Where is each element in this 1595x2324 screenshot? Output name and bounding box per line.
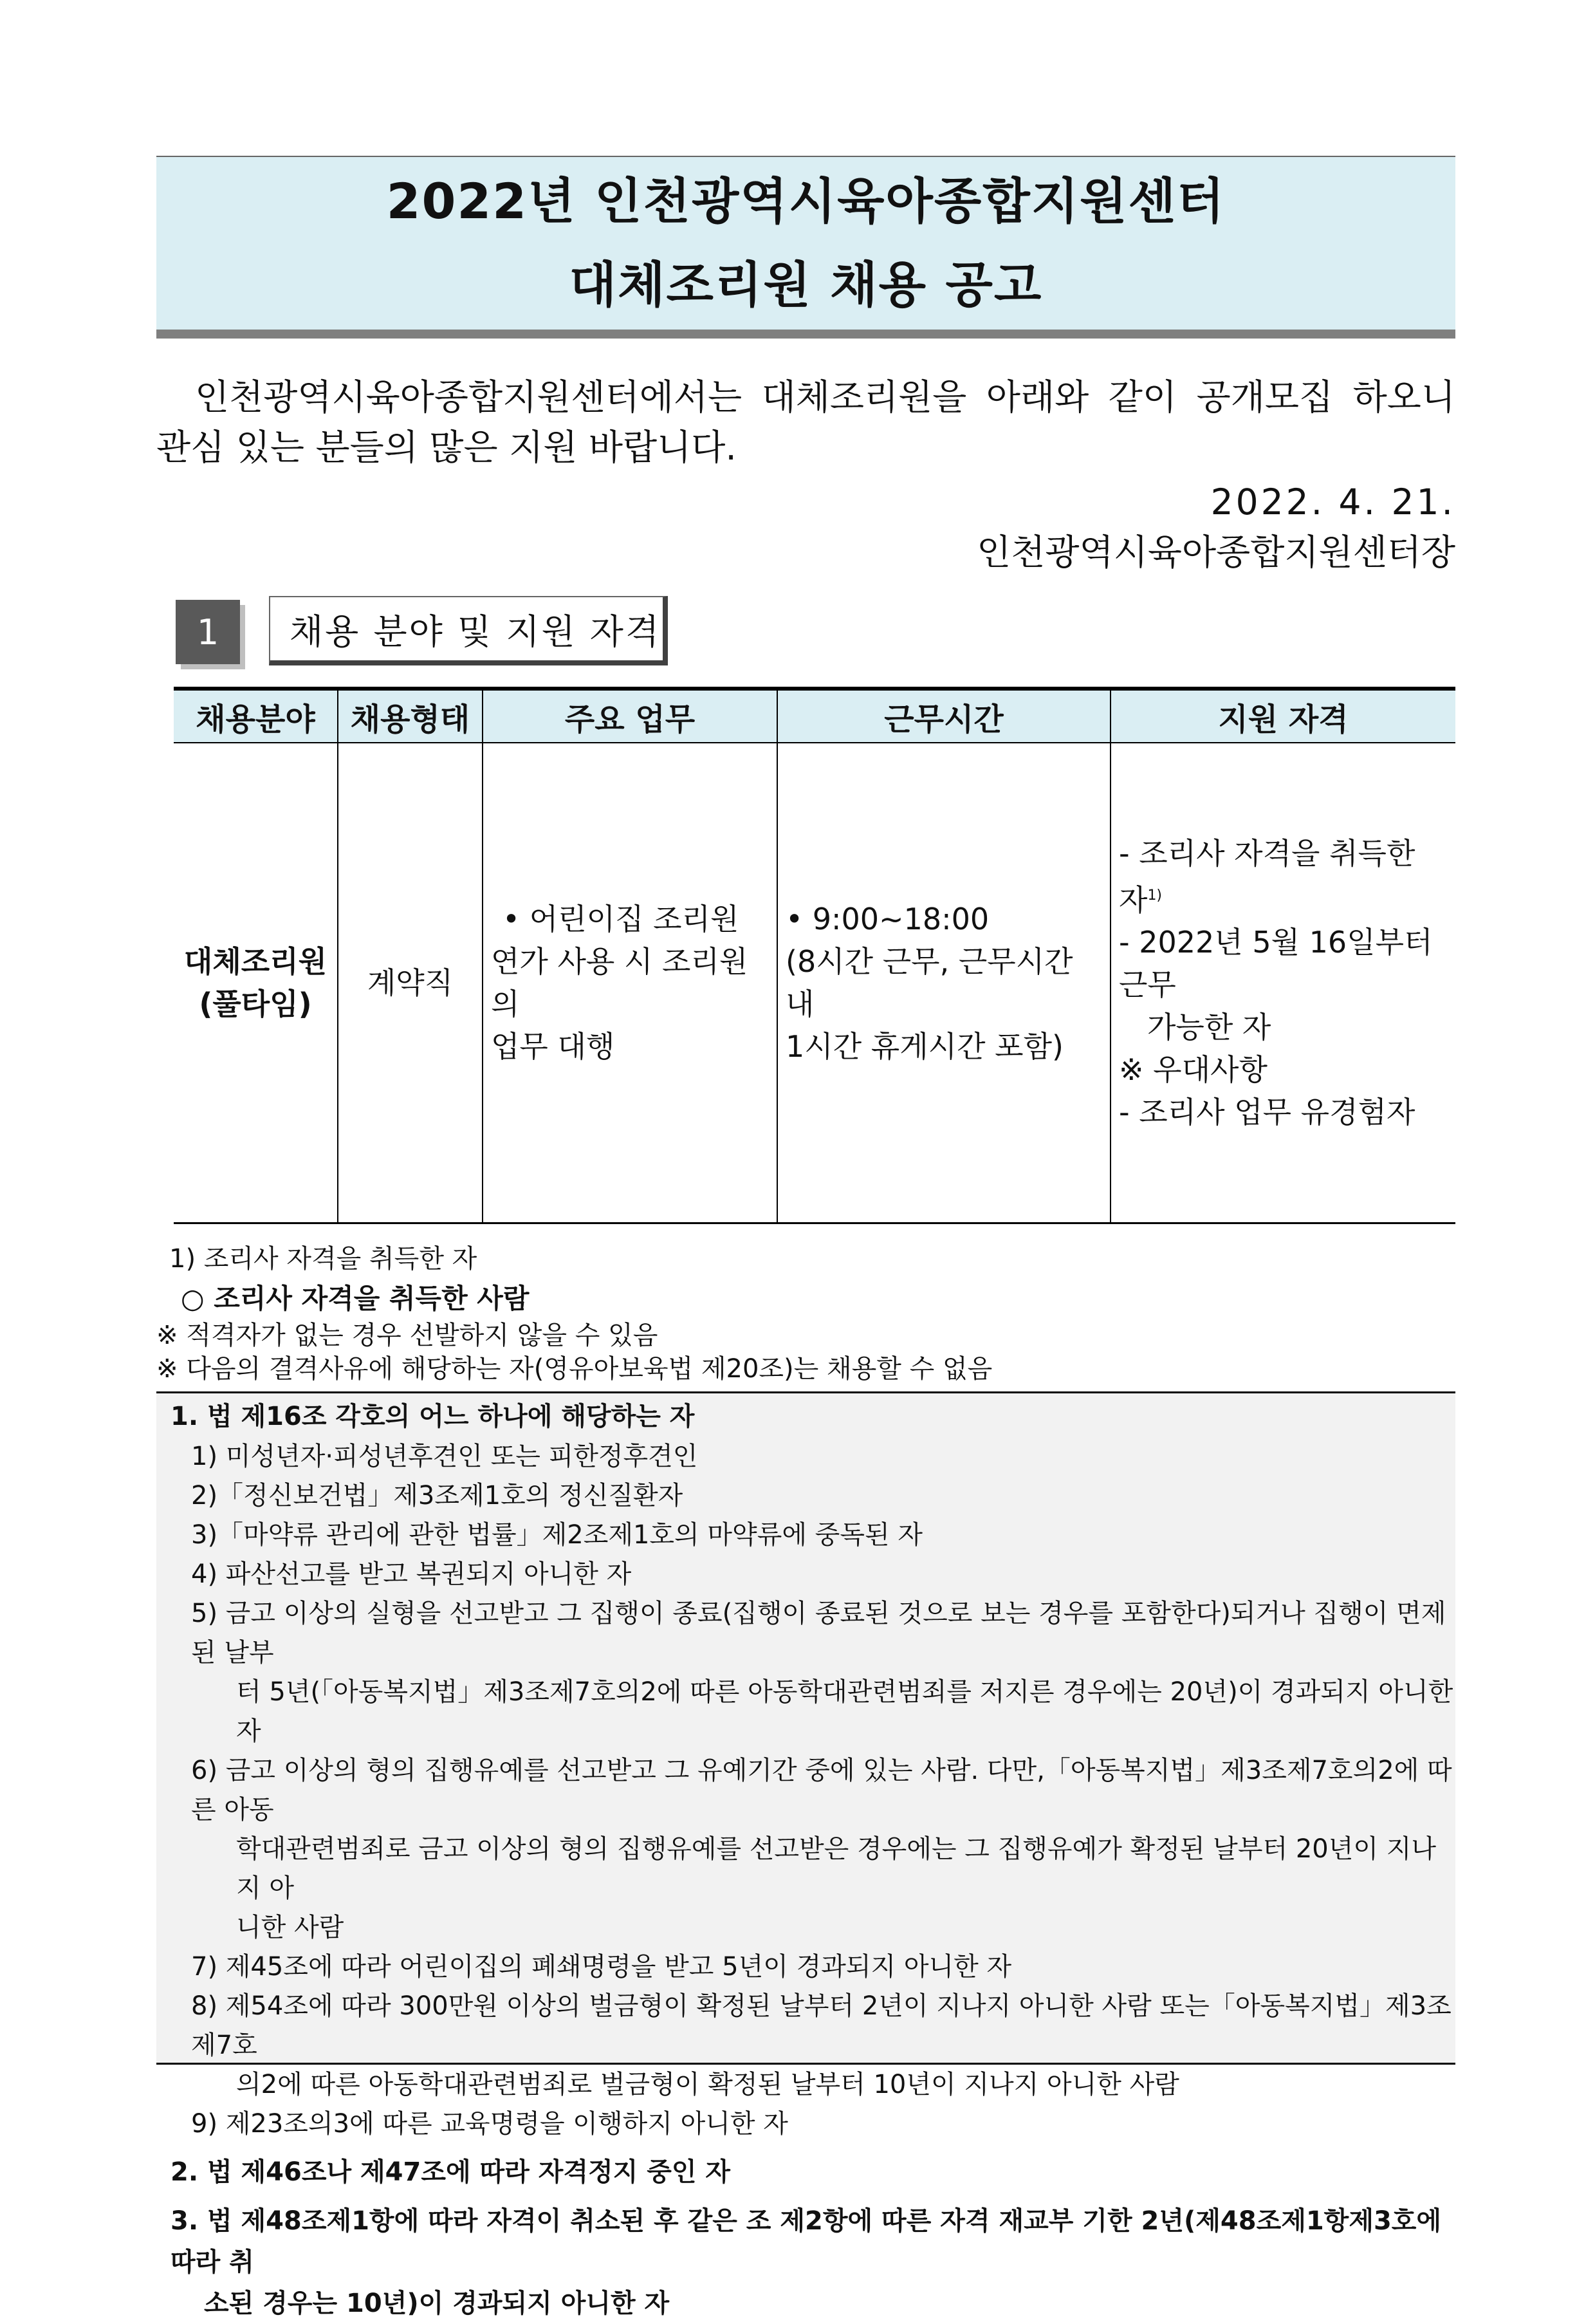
header-qualification: 지원 자격: [1111, 689, 1455, 743]
note-no-selection: ※ 적격자가 없는 경우 선발하지 않을 수 있음: [156, 1321, 658, 1350]
announcement-date: 2022. 4. 21.: [1210, 481, 1455, 523]
hours-line-2: (8시간 근무, 근무시간 내: [786, 944, 1073, 1021]
list-item: 7) 제45조에 따라 어린이집의 폐쇄명령을 받고 5년이 경과되지 아니한 자: [191, 1952, 1012, 1982]
notes: [156, 1239, 1455, 1386]
qual-line-3: 가능한 자: [1147, 1010, 1271, 1045]
list-item: 9) 제23조의3에 따른 교육명령을 이행하지 아니한 자: [191, 2109, 788, 2139]
list-item-line: 터 5년(「아동복지법」제3조제7호의2에 따른 아동학대관련범죄를 저지른 경우에는 20년)이 경과되지 아니한 자: [236, 1677, 1453, 1746]
footnote-marker: 1): [1147, 887, 1163, 904]
list-item: 3)「마약류 관리에 관한 법률」제2조제1호의 마약류에 중독된 자: [191, 1520, 923, 1550]
duty-line-2: 연가 사용 시 조리원의: [491, 944, 748, 1021]
qual-text-1: - 조리사 자격을 취득한 자: [1119, 835, 1415, 918]
cell-qualification: [1111, 743, 1455, 1223]
cell-field: [174, 743, 338, 1223]
field-line-2: (풀타임): [199, 987, 312, 1021]
disqualification-box: [156, 1391, 1455, 2318]
qual-line-4: ※ 우대사항: [1119, 1052, 1268, 1088]
section-number: 1: [176, 600, 240, 664]
qual-line-2: - 2022년 5월 16일부터 근무: [1119, 925, 1433, 1003]
list-item: [156, 1751, 1455, 1948]
cell-duty: [483, 743, 777, 1223]
title-line-2: 대체조리원 채용 공고: [569, 256, 1043, 313]
note-footnote: 1) 조리사 자격을 취득한 자: [169, 1244, 477, 1274]
list-item-line: 니한 사람: [236, 1913, 344, 1942]
list-item: 2)「정신보건법」제3조제1호의 정신질환자: [191, 1481, 683, 1511]
list-item-line: 8) 제54조에 따라 300만원 이상의 벌금형이 확정된 날부터 2년이 지나지 아니한 사람 또는「아동복지법」제3조제7호: [191, 1991, 1452, 2060]
issuer-name: 인천광역시육아종합지원센터장: [977, 532, 1455, 573]
note-disqualification: ※ 다음의 결격사유에 해당하는 자(영유아보육법 제20조)는 채용할 수 없음: [156, 1354, 993, 1384]
list-item: [156, 1987, 1455, 2105]
note-certified: ○ 조리사 자격을 취득한 사람: [181, 1283, 530, 1314]
intro-paragraph: [156, 372, 1455, 472]
qual-line-1: [1119, 832, 1448, 921]
duty-line-3: 업무 대행: [491, 1029, 615, 1064]
disq-heading-1: 1. 법 제16조 각호의 어느 하나에 해당하는 자: [171, 1402, 695, 1431]
hours-line-3: 1시간 휴게시간 포함): [786, 1029, 1064, 1064]
disq-heading-2: 2. 법 제46조나 제47조에 따라 자격정지 중인 자: [171, 2157, 731, 2187]
cell-type: 계약직: [338, 743, 483, 1223]
list-item-line: 학대관련범죄로 금고 이상의 형의 집행유예를 선고받은 경우에는 그 집행유예가 확정된 날부터 20년이 지나지 아: [236, 1834, 1436, 1903]
header-type: 채용형태: [338, 689, 483, 743]
list-item: [156, 1594, 1455, 1751]
cell-hours: [777, 743, 1111, 1223]
list-item-line: 5) 금고 이상의 실형을 선고받고 그 집행이 종료(집행이 종료된 것으로 보는 경우를 포함한다)되거나 집행이 면제된 날부: [191, 1599, 1446, 1668]
disq-heading-3-line: 3. 법 제48조제1항에 따라 자격이 취소된 후 같은 조 제2항에 따른 자격 재교부 기한 2년(제48조제1항제3호에 따라 취: [171, 2206, 1442, 2277]
title-box: [156, 156, 1455, 339]
duty-line-1: • 어린이집 조리원: [502, 902, 739, 936]
list-item: 4) 파산선고를 받고 복권되지 아니한 자: [191, 1559, 632, 1589]
table-header-row: [174, 689, 1455, 743]
table-row: [174, 743, 1455, 1223]
list-item-line: 의2에 따른 아동학대관련범죄로 벌금형이 확정된 날부터 10년이 지나지 아니한 사람: [236, 2070, 1179, 2099]
header-hours: 근무시간: [777, 689, 1111, 743]
list-item-line: 6) 금고 이상의 형의 집행유예를 선고받고 그 유예기간 중에 있는 사람. 다만,「아동복지법」제3조제7호의2에 따른 아동: [191, 1756, 1452, 1825]
list-item: 1) 미성년자·피성년후견인 또는 피한정후견인: [191, 1442, 698, 1471]
field-line-1: 대체조리원: [183, 944, 327, 979]
header-duty: 주요 업무: [483, 689, 777, 743]
disq-heading-3: [156, 2200, 1455, 2324]
qual-line-5: - 조리사 업무 유경험자: [1119, 1095, 1415, 1130]
recruitment-table: [174, 687, 1455, 1224]
title-line-1: 2022년 인천광역시육아종합지원센터: [386, 172, 1226, 230]
disq-heading-3-line: 소된 경우는 10년)이 경과되지 아니한 자: [204, 2289, 670, 2318]
hours-line-1: • 9:00~18:00: [786, 902, 990, 936]
intro-text: 인천광역시육아종합지원센터에서는 대체조리원을 아래와 같이 공개모집 하오니 관심 있는 분들의 많은 지원 바랍니다.: [156, 376, 1455, 468]
section-title: 채용 분야 및 지원 자격: [269, 596, 668, 665]
header-field: 채용분야: [174, 689, 338, 743]
